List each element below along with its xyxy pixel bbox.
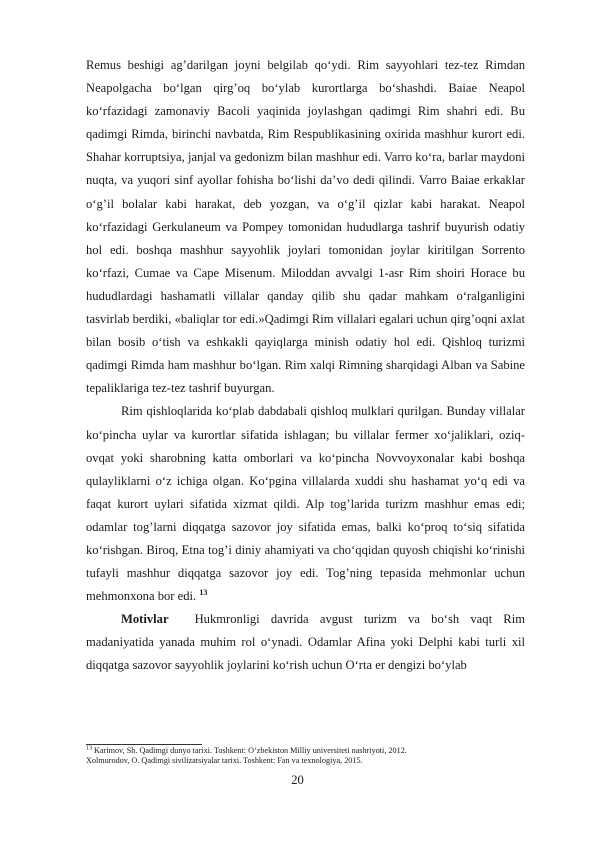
footnote-13-text: Karimov, Sh. Qadimgi dunyo tarixi. Toshkent: O‘zbekiston Milliy universiteti nashriyoti, 2012. xyxy=(94,746,407,755)
footnote-2: Xolmurodov, O. Qadimgi sivilizatsiyalar tarixi. Toshkent: Fan va texnologiya, 2015. xyxy=(86,756,363,766)
footnote-marker: 13 xyxy=(86,745,92,752)
paragraph-1: Remus beshigi ag’darilgan joyni belgilab qo‘ydi. Rim sayyohlari tez-tez Rimdan Neapolgacha bo‘lgan qirg’oq bo‘ylab kurortlarga bo‘shashdi. Baiae Neapol ko‘rfazidagi zamonaviy Bacoli yaqinida joylashgan qadimgi Rim shahri edi. Bu qadimgi Rimda, birinchi navbatda, Rim Respublikasining oxirida mashhur kurort edi. Shahar korruptsiya, janjal va gedonizm bilan mashhur edi. Varro ko‘ra, barlar maydoni nuqta, va yuqori sinf ayollar fohisha bo‘lishi da’vo dedi qilindi. Varro Baiae erkaklar o‘g’il bolalar kabi harakat, deb yozgan, va o‘g’il qizlar kabi harakat. Neapol ko‘rfazidagi Gerkulaneum va Pompey tomonidan hududlarga tashrif buyurish odatiy hol edi. boshqa mashhur sayyohlik joylari tomonidan joylar kiritilgan Sorrento ko‘rfazi, Cumae va Cape Misenum. Miloddan avvalgi 1-asr Rim shoiri Horace bu hududlardagi hashamatli villalar qanday qilib shu qadar mahkam o‘ralganligini tasvirlab berdiki, «baliqlar tor edi.»Qadimgi Rim villalari egalari uchun qirg’oqni axlat bilan bosib o‘tish va eshkakli qayiqlarga minish odatiy hol edi. Qishloq turizmi qadimgi Rimda ham mashhur bo‘lgan. Rim xalqi Rimning sharqidagi Alban va Sabine tepaliklariga tez-tez tashrif buyurgan. xyxy=(86,58,525,396)
footnote-ref-13[interactable]: 13 xyxy=(199,587,208,597)
body-text xyxy=(86,54,525,678)
paragraph-3-text: Hukmronligi davrida avgust turizm va bo‘sh vaqt Rim madaniyatida yanada muhim rol o‘ynadi. Odamlar Afina yoki Delphi kabi turli xil diqqatga sazovor sayyohlik joylarini ko‘rish uchun O‘rta er dengizi bo‘ylab xyxy=(86,612,525,673)
paragraph-2 xyxy=(86,400,525,608)
section-heading-motivlar: Motivlar xyxy=(121,612,169,627)
paragraph-2-text: Rim qishloqlarida ko‘plab dabdabali qishloq mulklari qurilgan. Bunday villalar ko‘pincha uylar va kurortlar sifatida ishlagan; bu villalar fermer xo‘jaliklari, oziq-ovqat yoki sharobning katta omborlari va ko‘pincha Novvoyxonalar kabi boshqa qulayliklarni o‘z ichiga olgan. Ko‘pgina villalarda xuddi shu hashamat yo‘q edi va faqat kurort uylari sifatida xizmat qildi. Alp tog’larida turizm mashhur emas edi; odamlar tog’larni diqqatga sazovor joy sifatida emas, balki ko‘proq to‘siq sifatida ko‘rishgan. Biroq, Etna tog’i diniy ahamiyati va cho‘qqidan quyosh chiqishi ko‘rinishi tufayli mashhur diqqatga sazovor joy edi. Tog’ning tepasida mehmonlar uchun mehmonxona bor edi. xyxy=(86,404,525,604)
paragraph-3 xyxy=(86,608,525,677)
page-number: 20 xyxy=(291,773,304,787)
footnotes xyxy=(86,746,525,767)
footnote-13 xyxy=(86,746,525,756)
footnote-divider xyxy=(86,744,202,745)
